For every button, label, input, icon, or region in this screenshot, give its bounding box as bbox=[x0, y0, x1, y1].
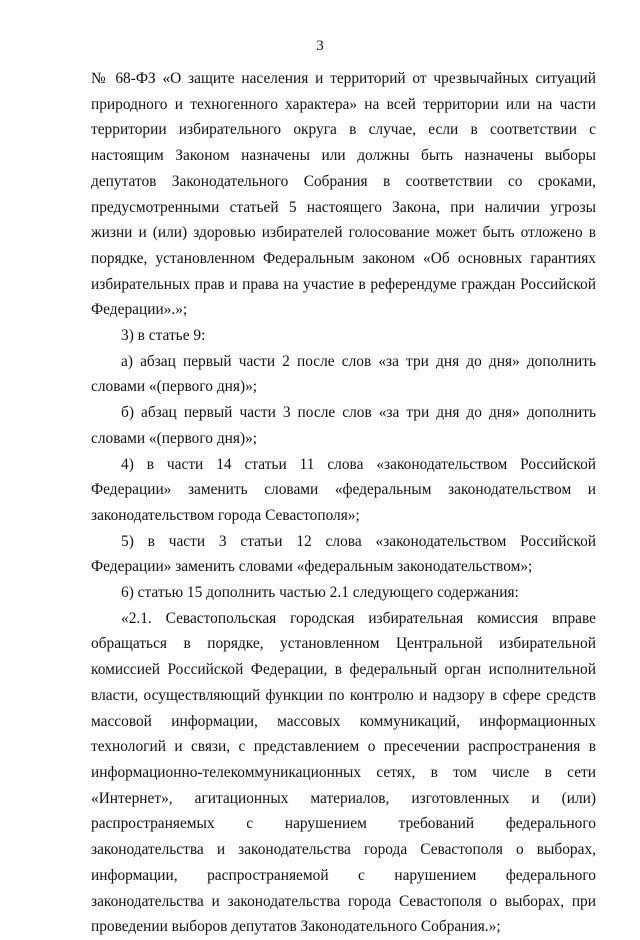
paragraph-item-4: 4) в части 14 статьи 11 слова «законодательством Российской Федерации» заменить словами «федеральным законодательством и законодательством города Севастополя»; bbox=[91, 455, 596, 524]
paragraph-item-6: 6) статью 15 дополнить частью 2.1 следующего содержания: bbox=[121, 584, 519, 602]
page-number: 3 bbox=[316, 38, 324, 54]
paragraph-item-3: 3) в статье 9: bbox=[121, 327, 206, 345]
paragraph-continuation: № 68-ФЗ «О защите населения и территорий от чрезвычайных ситуаций природного и техногенного характера» на всей территории или на части территории избирательного округа в случае, если в соответствии с настоящим Законом назначены или должны быть назначены выборы депутатов Законодательного Собрания в соответствии со сроками, предусмотренными статьей 5 настоящего Закона, при наличии угрозы жизни и (или) здоровью избирателей голосование может быть отложено в порядке, установленном Федеральным законом «Об основных гарантиях избирательных прав и права на участие в референдуме граждан Российской Федерации».»; bbox=[91, 70, 596, 319]
paragraph-item-3a: а) абзац первый части 2 после слов «за три дня до дня» дополнить словами «(первого дня)»; bbox=[91, 352, 596, 396]
paragraph-item-3b: б) абзац первый части 3 после слов «за три дня до дня» дополнить словами «(первого дня)»; bbox=[91, 404, 596, 447]
paragraph-quoted-2-1: «2.1. Севастопольская городская избирательная комиссия вправе обращаться в порядке, установленном Центральной избирательной комиссией Российской Федерации, в федеральный орган исполнительной власти, осуществляющий функции по контролю и надзору в сфере средств массовой информации, массовых коммуникаций, информационных технологий и связи, с представлением о пресечении распространения в информационно-телекоммуникационных сетях, в том числе в сети «Интернет», агитационных материалов, изготовленных и (или) распространяемых с нарушением требований федерального законодательства и законодательства города Севастополя о выборах, информации, распространяемой с нарушением федерального законодательства и законодательства города Севастополя о выборах, при проведении выборов депутатов Законодательного Собрания.»; bbox=[91, 609, 596, 936]
paragraph-item-5: 5) в части 3 статьи 12 слова «законодательством Российской Федерации» заменить словами «федеральным законодательством»; bbox=[91, 532, 596, 576]
document-body bbox=[91, 66, 596, 940]
